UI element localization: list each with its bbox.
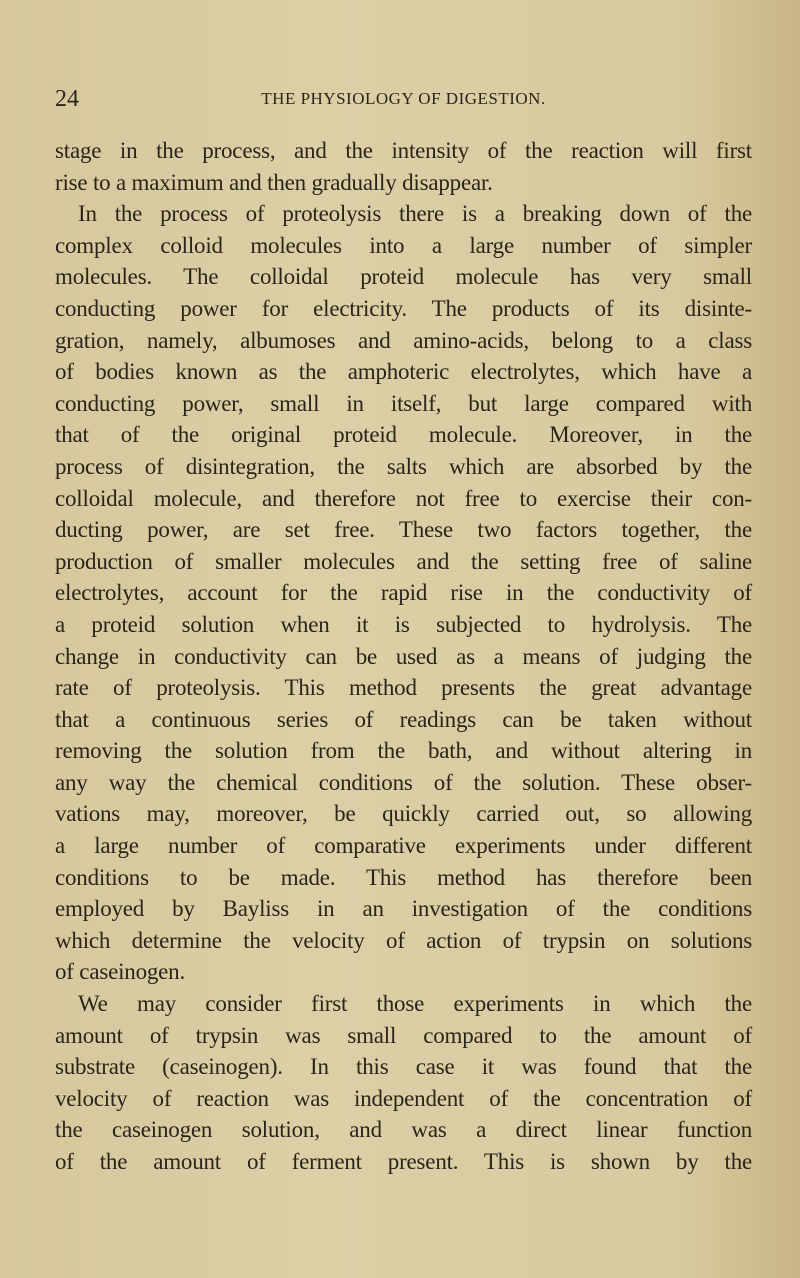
text-line: colloidal molecule, and therefore not free to exercise their con- — [55, 485, 752, 511]
text-line: stage in the process, and the intensity of the reaction will first — [55, 138, 752, 163]
text-line: We may consider first those experiments in which the — [78, 991, 752, 1017]
text-line: a proteid solution when it is subjected to hydrolysis. The — [55, 611, 752, 637]
page-header — [55, 86, 752, 114]
text-line: electrolytes, account for the rapid rise in the conductivity of — [55, 580, 752, 606]
text-line: vations may, moreover, be quickly carried out, so allowing — [55, 801, 752, 827]
text-line: complex colloid molecules into a large number of simpler — [55, 232, 752, 258]
text-line: amount of trypsin was small compared to the amount of — [55, 1022, 752, 1048]
text-line: conditions to be made. This method has therefore been — [55, 864, 752, 890]
text-line: rise to a maximum and then gradually disappear. — [55, 169, 493, 195]
text-line: removing the solution from the bath, and without altering in — [55, 738, 752, 764]
text-line: conducting power, small in itself, but large compared with — [55, 390, 752, 416]
text-line: employed by Bayliss in an investigation of the conditions — [55, 896, 752, 922]
text-line: of caseinogen. — [55, 959, 186, 985]
text-line: the caseinogen solution, and was a direct linear function — [55, 1117, 752, 1143]
text-line: which determine the velocity of action of trypsin on solutions — [55, 927, 752, 953]
page-number: 24 — [55, 86, 79, 112]
text-line: any way the chemical conditions of the solution. These obser- — [55, 769, 752, 795]
text-line: rate of proteolysis. This method presents the great advantage — [55, 675, 752, 701]
text-line: of bodies known as the amphoteric electrolytes, which have a — [55, 359, 752, 385]
text-line: that of the original proteid molecule. Moreover, in the — [55, 422, 752, 448]
text-line: molecules. The colloidal proteid molecule has very small — [55, 264, 752, 290]
text-line: ducting power, are set free. These two factors together, the — [55, 517, 752, 543]
text-line: In the process of proteolysis there is a breaking down of the — [78, 201, 752, 227]
text-line: a large number of comparative experiments under different — [55, 833, 752, 859]
text-line: process of disintegration, the salts which are absorbed by the — [55, 453, 752, 479]
text-line: of the amount of ferment present. This is shown by the — [55, 1149, 752, 1174]
text-line: change in conductivity can be used as a means of judging the — [55, 643, 752, 669]
text-line: substrate (caseinogen). In this case it was found that the — [55, 1054, 752, 1080]
body-text — [55, 135, 752, 1178]
running-title: THE PHYSIOLOGY OF DIGESTION. — [261, 89, 546, 108]
text-line: production of smaller molecules and the setting free of saline — [55, 548, 752, 574]
text-line: velocity of reaction was independent of the concentration of — [55, 1085, 752, 1111]
text-line: gration, namely, albumoses and amino-acids, belong to a class — [55, 327, 752, 353]
text-line: that a continuous series of readings can be taken without — [55, 706, 752, 732]
text-line: conducting power for electricity. The products of its disinte- — [55, 295, 752, 321]
